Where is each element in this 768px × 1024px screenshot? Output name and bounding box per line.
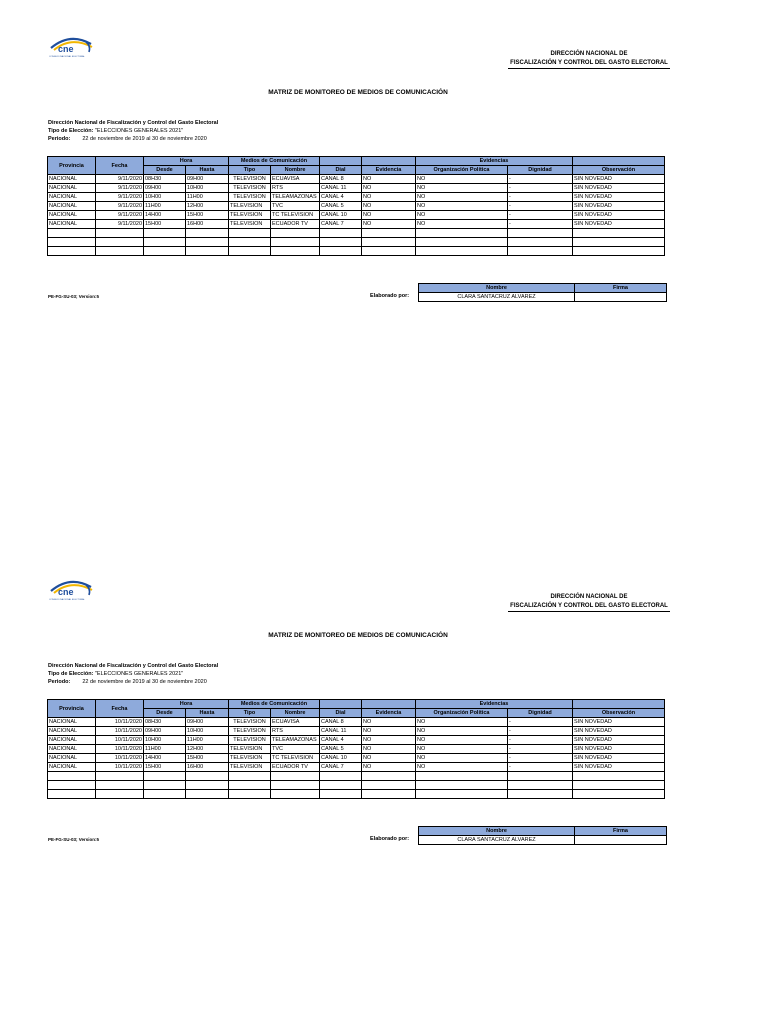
header-blank: [320, 157, 362, 166]
table-row: [48, 211, 665, 220]
monitoring-table: [47, 156, 665, 256]
header-blank: [362, 157, 416, 166]
header-hora: Hora: [144, 157, 229, 166]
header-blank: [573, 157, 665, 166]
cell-evidencia: NO: [362, 745, 416, 754]
department-line2: FISCALIZACIÓN Y CONTROL DEL GASTO ELECTORAL: [508, 602, 670, 612]
cell-organizacion: NO: [416, 202, 508, 211]
cell-organizacion: NO: [416, 184, 508, 193]
election-value: "ELECCIONES GENERALES 2021": [94, 128, 184, 134]
empty-cell: [362, 247, 416, 256]
header-provincia: Provincia: [48, 700, 96, 718]
cell-desde: 08H30: [144, 718, 186, 727]
cell-organizacion: NO: [416, 193, 508, 202]
cell-observacion: SIN NOVEDAD: [573, 211, 665, 220]
table-row: [48, 754, 665, 763]
info-block: [48, 662, 218, 686]
cell-evidencia: NO: [362, 718, 416, 727]
cell-desde: 08H30: [144, 175, 186, 184]
empty-cell: [96, 790, 144, 799]
elaborado-label: Elaborado por:: [370, 293, 410, 299]
empty-row: [48, 772, 665, 781]
cell-nombre: TC TELEVISION: [271, 211, 320, 220]
cell-fecha: 10/11/2020: [96, 727, 144, 736]
cell-evidencia: NO: [362, 220, 416, 229]
empty-cell: [320, 247, 362, 256]
empty-cell: [96, 238, 144, 247]
cell-tipo: TELEVISION: [229, 193, 271, 202]
cell-fecha: 9/11/2020: [96, 175, 144, 184]
empty-cell: [416, 790, 508, 799]
empty-cell: [508, 781, 573, 790]
empty-cell: [573, 772, 665, 781]
table-row: [48, 202, 665, 211]
cell-provincia: NACIONAL: [48, 745, 96, 754]
cell-fecha: 9/11/2020: [96, 202, 144, 211]
empty-cell: [186, 238, 229, 247]
cell-provincia: NACIONAL: [48, 184, 96, 193]
logo-subtext: CONSEJO NACIONAL ELECTORAL: [49, 599, 85, 601]
nombre-header: Nombre: [419, 284, 575, 293]
election-label: Tipo de Elección:: [48, 671, 94, 677]
empty-cell: [271, 238, 320, 247]
cell-fecha: 10/11/2020: [96, 745, 144, 754]
period-label: Periodo:: [48, 136, 71, 142]
cell-tipo: TELEVISION: [229, 175, 271, 184]
empty-cell: [96, 229, 144, 238]
cell-hasta: 12H00: [186, 202, 229, 211]
header-evidencias: Evidencias: [416, 700, 573, 709]
cell-tipo: TELEVISION: [229, 736, 271, 745]
empty-cell: [229, 238, 271, 247]
document-code: PE-FG-SU-03; Version:5: [48, 837, 100, 842]
empty-cell: [186, 781, 229, 790]
cell-hasta: 11H00: [186, 193, 229, 202]
cell-tipo: TELEVISION: [229, 763, 271, 772]
logo-subtext: CONSEJO NACIONAL ELECTORAL: [49, 56, 85, 58]
cell-dial: CANAL 11: [320, 727, 362, 736]
cell-dignidad: -: [508, 754, 573, 763]
cell-dial: CANAL 4: [320, 736, 362, 745]
empty-cell: [573, 790, 665, 799]
info-block: [48, 119, 218, 143]
empty-cell: [271, 229, 320, 238]
header-organizacion: Organización Política: [416, 166, 508, 175]
header-dial: Dial: [320, 709, 362, 718]
header-desde: Desde: [144, 709, 186, 718]
cell-organizacion: NO: [416, 736, 508, 745]
cell-hasta: 10H00: [186, 727, 229, 736]
header-observacion: Observación: [573, 709, 665, 718]
header-dignidad: Dignidad: [508, 166, 573, 175]
firma-value: [575, 836, 667, 845]
empty-cell: [362, 238, 416, 247]
empty-cell: [48, 781, 96, 790]
empty-cell: [573, 781, 665, 790]
empty-cell: [416, 238, 508, 247]
cell-provincia: NACIONAL: [48, 193, 96, 202]
header-hasta: Hasta: [186, 166, 229, 175]
cell-nombre: TVC: [271, 202, 320, 211]
empty-cell: [362, 781, 416, 790]
cell-provincia: NACIONAL: [48, 220, 96, 229]
cell-evidencia: NO: [362, 736, 416, 745]
cell-tipo: TELEVISION: [229, 754, 271, 763]
cell-observacion: SIN NOVEDAD: [573, 754, 665, 763]
cell-desde: 09H00: [144, 184, 186, 193]
page-title: MATRIZ DE MONITOREO DE MEDIOS DE COMUNICACIÓN: [268, 632, 448, 639]
empty-cell: [271, 247, 320, 256]
empty-cell: [320, 790, 362, 799]
cell-dial: CANAL 8: [320, 718, 362, 727]
cell-desde: 14H00: [144, 754, 186, 763]
empty-cell: [416, 247, 508, 256]
cne-logo-icon: [45, 34, 95, 58]
department-header: [508, 593, 670, 612]
cell-provincia: NACIONAL: [48, 718, 96, 727]
table-row: [48, 745, 665, 754]
empty-row: [48, 781, 665, 790]
empty-cell: [144, 781, 186, 790]
cell-provincia: NACIONAL: [48, 175, 96, 184]
cell-dignidad: -: [508, 202, 573, 211]
cell-nombre: ECUADOR TV: [271, 220, 320, 229]
signature-table: [418, 283, 667, 302]
cell-nombre: ECUAVISA: [271, 718, 320, 727]
firma-value: [575, 293, 667, 302]
cell-tipo: TELEVISION: [229, 202, 271, 211]
cell-tipo: TELEVISION: [229, 220, 271, 229]
empty-row: [48, 247, 665, 256]
empty-cell: [320, 238, 362, 247]
cell-observacion: SIN NOVEDAD: [573, 193, 665, 202]
period-value: 22 de noviembre de 2019 al 30 de noviembre 2020: [82, 136, 207, 142]
table-row: [48, 718, 665, 727]
empty-cell: [508, 229, 573, 238]
table-row: [48, 193, 665, 202]
cell-organizacion: NO: [416, 175, 508, 184]
cell-nombre: TVC: [271, 745, 320, 754]
cell-fecha: 9/11/2020: [96, 193, 144, 202]
election-value: "ELECCIONES GENERALES 2021": [94, 671, 184, 677]
table-row: [48, 175, 665, 184]
header-nombre: Nombre: [271, 709, 320, 718]
cell-observacion: SIN NOVEDAD: [573, 727, 665, 736]
header-blank: [573, 700, 665, 709]
cell-organizacion: NO: [416, 211, 508, 220]
cell-tipo: TELEVISION: [229, 745, 271, 754]
header-hora: Hora: [144, 700, 229, 709]
cell-observacion: SIN NOVEDAD: [573, 220, 665, 229]
cell-dignidad: -: [508, 220, 573, 229]
cell-observacion: SIN NOVEDAD: [573, 202, 665, 211]
cell-dial: CANAL 7: [320, 763, 362, 772]
nombre-value: CLARA SANTACRUZ ALVAREZ: [419, 836, 575, 845]
cell-hasta: 16H00: [186, 220, 229, 229]
cell-tipo: TELEVISION: [229, 211, 271, 220]
cell-fecha: 9/11/2020: [96, 220, 144, 229]
cell-observacion: SIN NOVEDAD: [573, 175, 665, 184]
cell-fecha: 10/11/2020: [96, 718, 144, 727]
empty-cell: [96, 781, 144, 790]
period-label: Periodo:: [48, 679, 71, 685]
cell-desde: 10H00: [144, 193, 186, 202]
header-fecha: Fecha: [96, 700, 144, 718]
cell-desde: 15H00: [144, 220, 186, 229]
cell-fecha: 10/11/2020: [96, 754, 144, 763]
cell-organizacion: NO: [416, 745, 508, 754]
cell-desde: 14H00: [144, 211, 186, 220]
cell-desde: 10H00: [144, 736, 186, 745]
empty-cell: [508, 772, 573, 781]
cell-fecha: 9/11/2020: [96, 211, 144, 220]
empty-row: [48, 790, 665, 799]
cell-dignidad: -: [508, 727, 573, 736]
department-line1: DIRECCIÓN NACIONAL DE: [550, 594, 628, 600]
cell-dial: CANAL 5: [320, 745, 362, 754]
page-title: MATRIZ DE MONITOREO DE MEDIOS DE COMUNICACIÓN: [268, 89, 448, 96]
empty-cell: [508, 247, 573, 256]
nombre-value: CLARA SANTACRUZ ALVAREZ: [419, 293, 575, 302]
empty-cell: [229, 790, 271, 799]
header-hasta: Hasta: [186, 709, 229, 718]
cell-dignidad: -: [508, 763, 573, 772]
cell-organizacion: NO: [416, 763, 508, 772]
cell-organizacion: NO: [416, 754, 508, 763]
cell-dial: CANAL 11: [320, 184, 362, 193]
empty-cell: [144, 229, 186, 238]
header-dial: Dial: [320, 166, 362, 175]
cell-dignidad: -: [508, 736, 573, 745]
empty-cell: [48, 238, 96, 247]
cell-evidencia: NO: [362, 175, 416, 184]
cell-desde: 09H00: [144, 727, 186, 736]
cell-nombre: TELEAMAZONAS: [271, 193, 320, 202]
header-blank: [362, 700, 416, 709]
report-sheet: [0, 543, 768, 843]
empty-cell: [48, 772, 96, 781]
table-row: [48, 220, 665, 229]
cell-tipo: TELEVISION: [229, 727, 271, 736]
cell-provincia: NACIONAL: [48, 202, 96, 211]
cell-dial: CANAL 7: [320, 220, 362, 229]
cell-observacion: SIN NOVEDAD: [573, 763, 665, 772]
cell-hasta: 11H00: [186, 736, 229, 745]
nombre-header: Nombre: [419, 827, 575, 836]
empty-cell: [416, 772, 508, 781]
cell-tipo: TELEVISION: [229, 718, 271, 727]
period-value: 22 de noviembre de 2019 al 30 de noviembre 2020: [82, 679, 207, 685]
cell-provincia: NACIONAL: [48, 754, 96, 763]
cell-evidencia: NO: [362, 727, 416, 736]
cell-desde: 15H00: [144, 763, 186, 772]
empty-cell: [271, 781, 320, 790]
empty-cell: [186, 247, 229, 256]
header-desde: Desde: [144, 166, 186, 175]
cell-provincia: NACIONAL: [48, 736, 96, 745]
empty-cell: [48, 247, 96, 256]
cell-dignidad: -: [508, 718, 573, 727]
table-row: [48, 727, 665, 736]
elaborado-label: Elaborado por:: [370, 836, 410, 842]
cell-fecha: 10/11/2020: [96, 736, 144, 745]
cell-observacion: SIN NOVEDAD: [573, 184, 665, 193]
header-nombre: Nombre: [271, 166, 320, 175]
header-dignidad: Dignidad: [508, 709, 573, 718]
org-name: Dirección Nacional de Fiscalización y Control del Gasto Electoral: [48, 663, 219, 669]
empty-cell: [362, 772, 416, 781]
cell-observacion: SIN NOVEDAD: [573, 718, 665, 727]
cell-evidencia: NO: [362, 193, 416, 202]
cell-observacion: SIN NOVEDAD: [573, 745, 665, 754]
empty-cell: [96, 772, 144, 781]
cell-dignidad: -: [508, 211, 573, 220]
empty-cell: [186, 772, 229, 781]
document-code: PE-FG-SU-03; Version:5: [48, 294, 100, 299]
cell-nombre: ECUADOR TV: [271, 763, 320, 772]
cell-dial: CANAL 10: [320, 211, 362, 220]
cell-organizacion: NO: [416, 727, 508, 736]
election-label: Tipo de Elección:: [48, 128, 94, 134]
empty-cell: [271, 790, 320, 799]
empty-cell: [508, 790, 573, 799]
empty-cell: [573, 229, 665, 238]
cell-fecha: 9/11/2020: [96, 184, 144, 193]
department-header: [508, 50, 670, 69]
cell-nombre: TC TELEVISION: [271, 754, 320, 763]
empty-cell: [186, 229, 229, 238]
cell-hasta: 12H00: [186, 745, 229, 754]
empty-cell: [48, 790, 96, 799]
cell-provincia: NACIONAL: [48, 211, 96, 220]
empty-cell: [320, 772, 362, 781]
empty-row: [48, 238, 665, 247]
header-provincia: Provincia: [48, 157, 96, 175]
empty-cell: [416, 229, 508, 238]
cell-nombre: TELEAMAZONAS: [271, 736, 320, 745]
header-fecha: Fecha: [96, 157, 144, 175]
department-line1: DIRECCIÓN NACIONAL DE: [550, 51, 628, 57]
empty-cell: [573, 238, 665, 247]
cell-hasta: 09H00: [186, 718, 229, 727]
monitoring-table: [47, 699, 665, 799]
cell-evidencia: NO: [362, 763, 416, 772]
signature-table: [418, 826, 667, 845]
report-sheet: [0, 0, 768, 300]
table-row: [48, 763, 665, 772]
header-evidencia: Evidencia: [362, 166, 416, 175]
cell-dignidad: -: [508, 184, 573, 193]
department-line2: FISCALIZACIÓN Y CONTROL DEL GASTO ELECTORAL: [508, 59, 670, 69]
header-observacion: Observación: [573, 166, 665, 175]
empty-cell: [144, 238, 186, 247]
cell-hasta: 16H00: [186, 763, 229, 772]
cell-organizacion: NO: [416, 718, 508, 727]
cell-dial: CANAL 4: [320, 193, 362, 202]
cell-hasta: 15H00: [186, 211, 229, 220]
firma-header: Firma: [575, 827, 667, 836]
header-organizacion: Organización Política: [416, 709, 508, 718]
cell-evidencia: NO: [362, 754, 416, 763]
org-name: Dirección Nacional de Fiscalización y Control del Gasto Electoral: [48, 120, 219, 126]
cell-dial: CANAL 5: [320, 202, 362, 211]
empty-cell: [320, 781, 362, 790]
empty-cell: [144, 247, 186, 256]
header-evidencia: Evidencia: [362, 709, 416, 718]
empty-cell: [416, 781, 508, 790]
cell-desde: 11H00: [144, 202, 186, 211]
empty-cell: [508, 238, 573, 247]
empty-cell: [48, 229, 96, 238]
cell-dignidad: -: [508, 193, 573, 202]
cell-hasta: 10H00: [186, 184, 229, 193]
header-tipo: Tipo: [229, 166, 271, 175]
empty-cell: [362, 229, 416, 238]
cell-tipo: TELEVISION: [229, 184, 271, 193]
firma-header: Firma: [575, 284, 667, 293]
logo-text: cne: [58, 587, 74, 597]
cell-desde: 11H00: [144, 745, 186, 754]
empty-cell: [229, 772, 271, 781]
cell-evidencia: NO: [362, 184, 416, 193]
empty-cell: [362, 790, 416, 799]
cell-nombre: ECUAVISA: [271, 175, 320, 184]
cell-evidencia: NO: [362, 202, 416, 211]
header-evidencias: Evidencias: [416, 157, 573, 166]
empty-cell: [144, 772, 186, 781]
table-row: [48, 736, 665, 745]
cell-dial: CANAL 10: [320, 754, 362, 763]
cell-fecha: 10/11/2020: [96, 763, 144, 772]
cell-dignidad: -: [508, 745, 573, 754]
cell-nombre: RTS: [271, 727, 320, 736]
empty-cell: [229, 247, 271, 256]
cell-organizacion: NO: [416, 220, 508, 229]
cell-nombre: RTS: [271, 184, 320, 193]
empty-row: [48, 229, 665, 238]
empty-cell: [320, 229, 362, 238]
cne-logo-icon: [45, 577, 95, 601]
cell-hasta: 09H00: [186, 175, 229, 184]
cell-dial: CANAL 8: [320, 175, 362, 184]
empty-cell: [96, 247, 144, 256]
cell-dignidad: -: [508, 175, 573, 184]
cell-hasta: 15H00: [186, 754, 229, 763]
empty-cell: [144, 790, 186, 799]
logo-text: cne: [58, 44, 74, 54]
cell-observacion: SIN NOVEDAD: [573, 736, 665, 745]
cell-evidencia: NO: [362, 211, 416, 220]
empty-cell: [229, 229, 271, 238]
table-row: [48, 184, 665, 193]
empty-cell: [186, 790, 229, 799]
header-medios: Medios de Comunicación: [229, 157, 320, 166]
cell-provincia: NACIONAL: [48, 727, 96, 736]
header-blank: [320, 700, 362, 709]
empty-cell: [229, 781, 271, 790]
empty-cell: [271, 772, 320, 781]
empty-cell: [573, 247, 665, 256]
cell-provincia: NACIONAL: [48, 763, 96, 772]
header-medios: Medios de Comunicación: [229, 700, 320, 709]
header-tipo: Tipo: [229, 709, 271, 718]
